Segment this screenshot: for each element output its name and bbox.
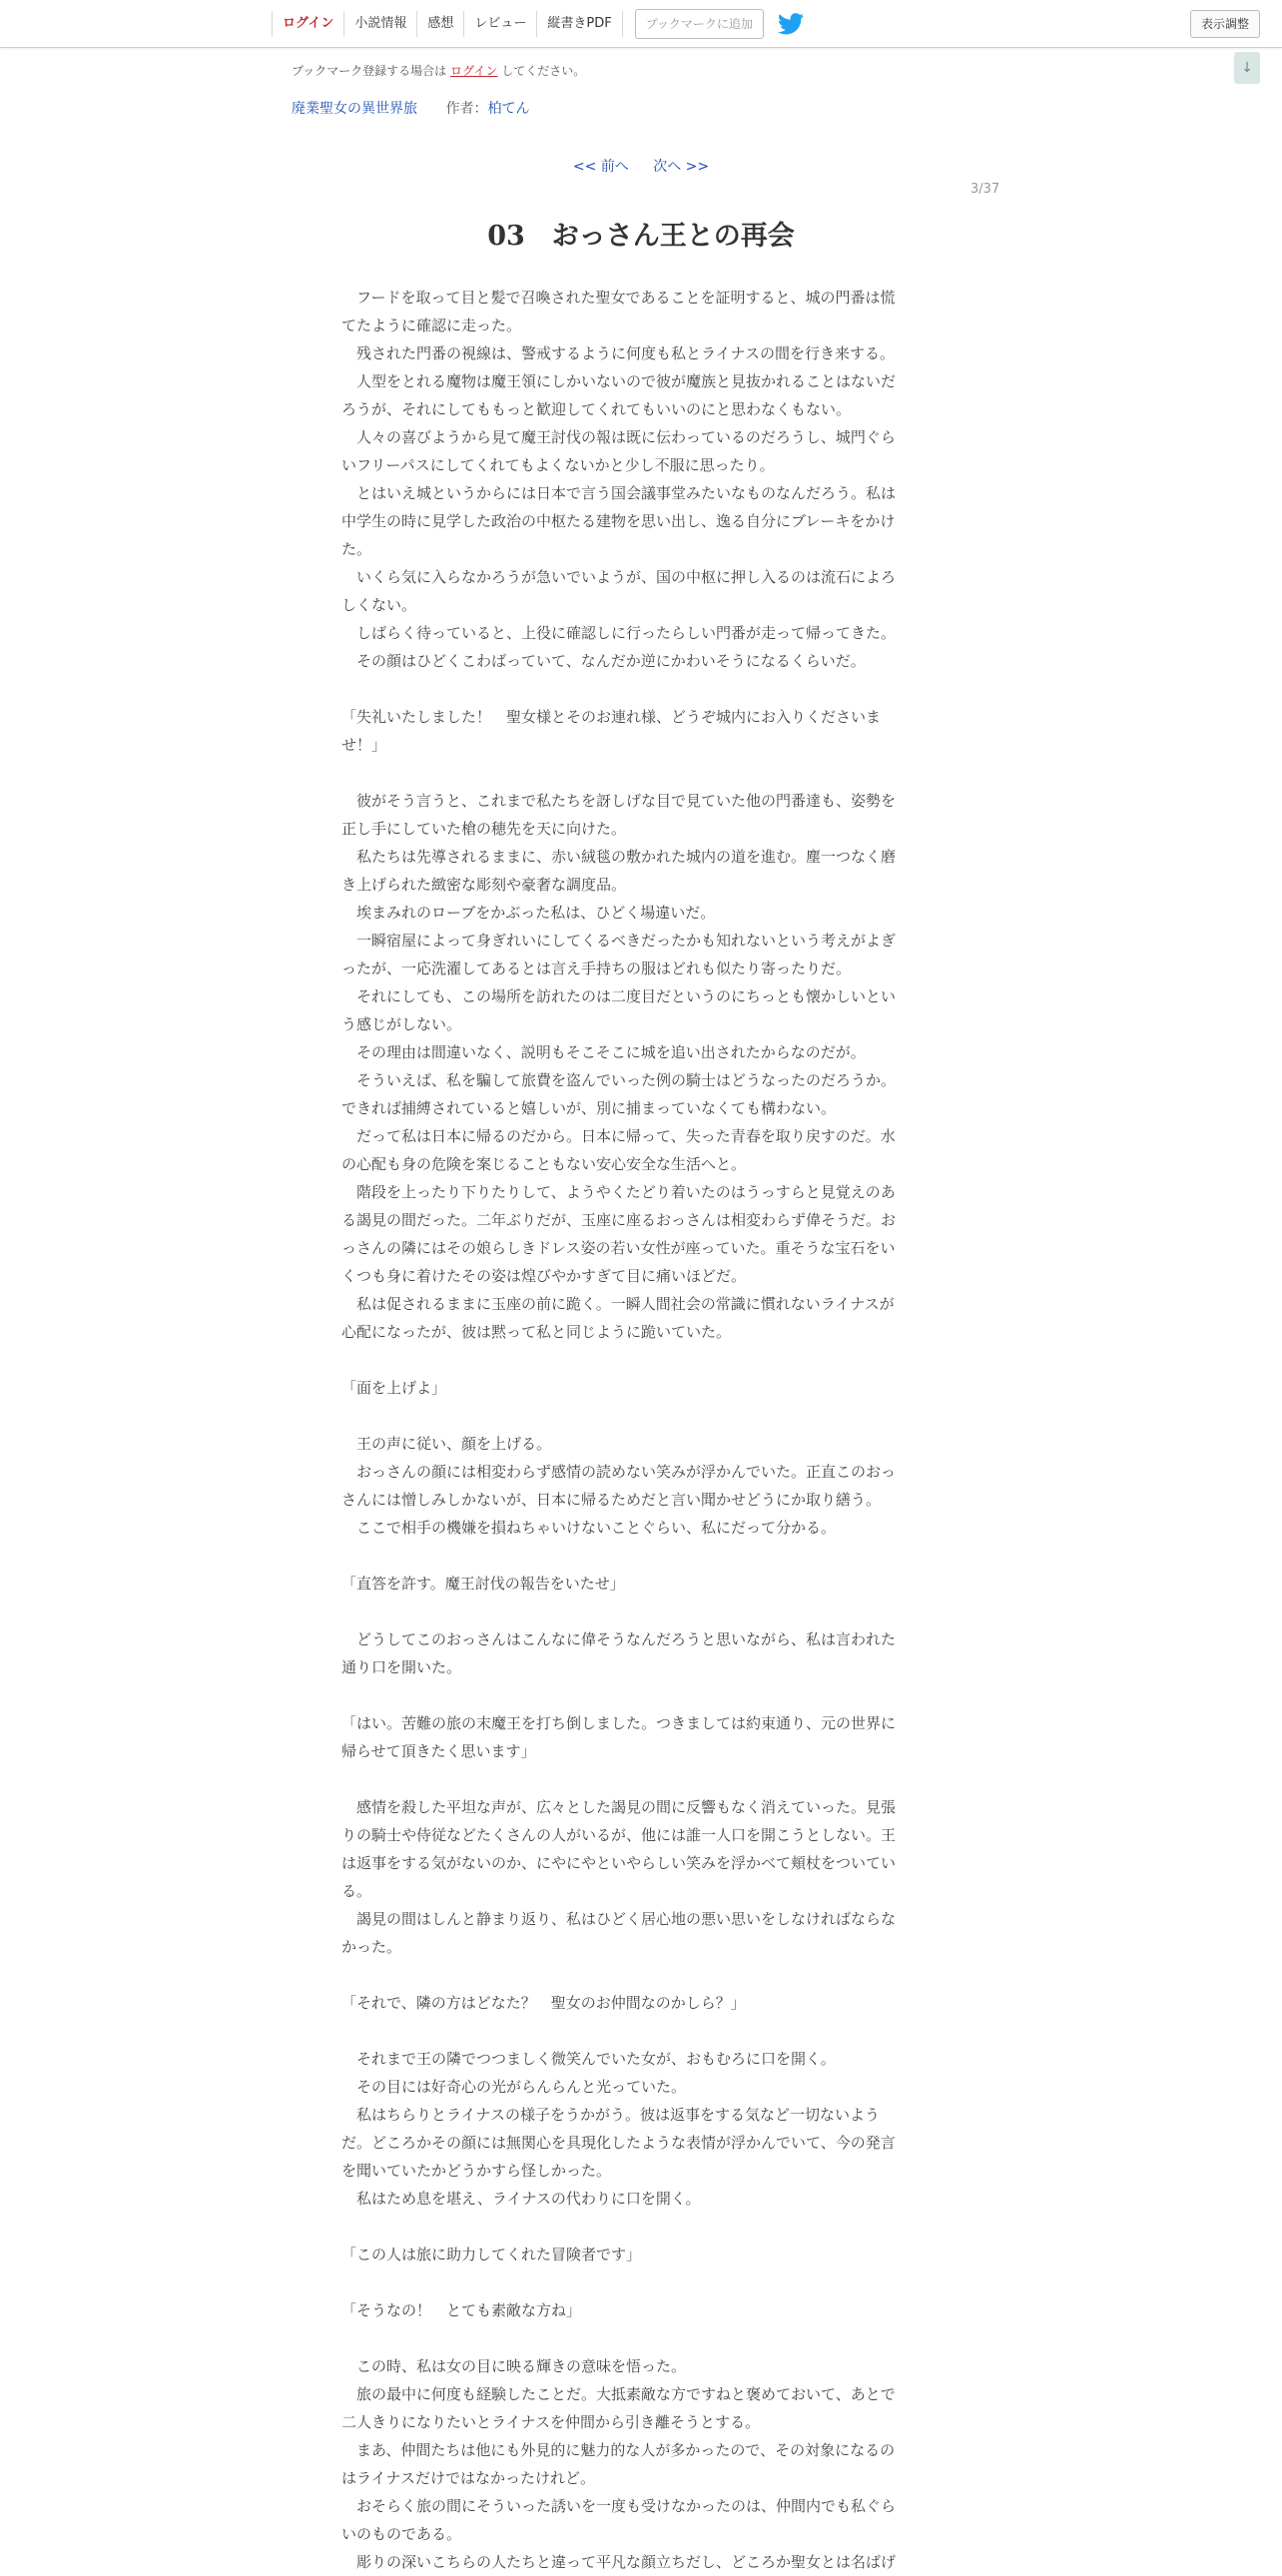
body-line [341,1765,941,1793]
body-line [341,759,941,787]
chapter-pager [0,156,1282,176]
body-line: いくら気に入らなかろうが急いでいようが、国の中枢に押し入るのは流石によろ [341,568,897,586]
novel-info-link[interactable]: 小説情報 [343,11,416,37]
body-line: ろうが、それにしてももっと歓迎してくれてもいいのにと思わなくもない。 [341,400,852,418]
body-line: できれば捕縛されていると嬉しいが、別に捕まっていなくても構わない。 [341,1099,837,1117]
body-line: 感情を殺した平坦な声が、広々とした謁見の間に反響もなく消えていった。見張 [341,1798,897,1816]
body-line: かった。 [341,1938,402,1956]
body-line: その顔はひどくこわばっていて、なんだか逆にかわいそうになるくらいだ。 [341,652,866,670]
body-line: 残された門番の視線は、警戒するように何度も私とライナスの間を行き来する。 [341,344,895,362]
body-line: 「はい。苦難の旅の末魔王を打ち倒しました。つきましては約束通り、元の世界に [341,1714,897,1732]
body-line: それまで王の隣でつつましく微笑んでいた女が、おもむろに口を開く。 [341,2050,836,2068]
body-line: ここで相手の機嫌を損ねちゃいけないことぐらい、私にだって分かる。 [341,1519,837,1537]
vertical-pdf-link[interactable]: 縦書きPDF [536,11,622,37]
add-bookmark-button[interactable]: ブックマークに追加 [635,9,764,39]
body-line [341,675,941,703]
body-line: それにしても、この場所を訪れたのは二度目だというのにちっとも懐かしいとい [341,987,897,1005]
prev-chapter-link[interactable]: << 前へ [572,159,629,175]
body-line: 彫りの深いこちらの人たちと違って平凡な顔立ちだし、どころか聖女とは名ばげ [341,2553,897,2571]
login-link[interactable]: ログイン [272,11,343,37]
twitter-bird-icon[interactable] [778,13,804,35]
top-navigation-bar [0,0,1282,48]
body-line [341,1402,941,1430]
body-line: いフリーパスにしてくれてもよくないかと少し不服に思ったり。 [341,456,775,474]
body-line: 心配になったが、彼は黙って私と同じように跪いていた。 [341,1323,732,1341]
bookmark-note-login-link[interactable]: ログイン [450,64,498,78]
chapter-title: 03 おっさん王との再会 [487,221,795,252]
body-line: 私は促されるままに玉座の前に跪く。一瞬人間社会の常識に慣れないライナスが [341,1295,895,1313]
body-line: は返事をする気がないのか、にやにやといやらしい笑みを浮かべて頬杖をついてい [341,1854,897,1872]
body-line: 「この人は旅に助力してくれた冒険者です」 [341,2246,642,2263]
body-line [341,2017,941,2045]
body-line: さんには憎しみしかないが、日本に帰るためだと言い聞かせどうにか取り繕う。 [341,1491,882,1509]
body-line: その目には好奇心の光がらんらんと光っていた。 [341,2078,687,2096]
body-line: う感じがしない。 [341,1015,462,1033]
body-line: てたように確認に走った。 [341,317,522,334]
body-line: だって私は日本に帰るのだから。日本に帰って、失った青春を取り戻すのだ。水 [341,1127,896,1145]
body-line: そういえば、私を騙して旅費を盗んでいった例の騎士はどうなったのだろうか。 [341,1071,897,1089]
nav-menu [272,0,804,47]
body-line: とはいえ城というからには日本で言う国会議事堂みたいなものなんだろう。私は [341,484,897,502]
chapter-count: 3/37 [970,182,1000,197]
body-line [341,1961,941,1989]
display-settings-button[interactable]: 表示調整 [1190,10,1260,38]
body-line: 謁見の間はしんと静まり返り、私はひどく居心地の悪い思いをしなければならな [341,1910,897,1928]
body-line: の心配も身の危険を案じることもない安心安全な生活へと。 [341,1155,747,1173]
review-link[interactable]: レビュー [463,11,536,37]
body-line: 旅の最中に何度も経験したことだ。大抵素敵な方ですねと褒めておいて、あとで [341,2385,896,2403]
bookmark-note-suffix: してください。 [501,64,586,78]
body-line: しばらく待っていると、上役に確認しに行ったらしい門番が走って帰ってきた。 [341,624,897,642]
body-line: せ！」 [341,736,387,754]
body-line: りの騎士や侍従などたくさんの人がいるが、他には誰一人口を開こうとしない。王 [341,1826,897,1844]
next-chapter-link[interactable]: 次へ >> [653,159,710,175]
body-line [341,1598,941,1625]
body-line: 帰らせて頂きたく思います」 [341,1742,536,1760]
body-line: おそらく旅の間にそういった誘いを一度も受けなかったのは、仲間内でも私ぐら [341,2497,897,2515]
body-line: る謁見の間だった。二年ぶりだが、玉座に座るおっさんは相変わらず偉そうだ。お [341,1211,897,1229]
body-line: 私はちらりとライナスの様子をうかがう。彼は返事をする気など一切ないよう [341,2106,880,2124]
body-line: 人型をとれる魔物は魔王領にしかいないので彼が魔族と見抜かれることはないだ [341,372,897,390]
body-line: 一瞬宿屋によって身ぎれいにしてくるべきだったかも知れないという考えがよぎ [341,932,897,950]
body-line: 埃まみれのローブをかぶった私は、ひどく場違いだ。 [341,904,716,922]
body-line: 「直答を許す。魔王討伐の報告をいたせ」 [341,1575,625,1593]
body-line: き上げられた緻密な彫刻や豪奢な調度品。 [341,876,627,894]
body-line: 「それで、隣の方はどなた？ 聖女のお仲間なのかしら？」 [341,1994,746,2012]
body-line: 正し手にしていた槍の穂先を天に向けた。 [341,820,627,838]
body-line: しくない。 [341,596,417,614]
body-line: 「失礼いたしました！ 聖女様とそのお連れ様、どうぞ城内にお入りくださいま [341,708,882,726]
author-link[interactable]: 柏てん [487,101,530,117]
body-line: おっさんの顔には相変わらず感情の読めない笑みが浮かんでいた。正直このおっ [341,1463,897,1481]
body-line: 私はため息を堪え、ライナスの代わりに口を開く。 [341,2190,701,2208]
body-line: 階段を上ったり下りたりして、ようやくたどり着いたのはうっすらと見覚えのあ [341,1183,896,1201]
body-line [341,1542,941,1570]
body-line: る。 [341,1882,372,1900]
body-line: だ。どころかその顔には無関心を具現化したような表情が浮かんでいて、今の発言 [341,2134,896,2152]
body-line: 「そうなの！ とても素敵な方ね」 [341,2301,582,2319]
body-line: その理由は間違いなく、説明もそこそこに城を追い出されたからなのだが。 [341,1043,866,1061]
body-line: を聞いていたかどうかすら怪しかった。 [341,2162,612,2180]
body-line: 「面を上げよ」 [341,1379,447,1397]
body-line [341,1346,941,1374]
body-line: どうしてこのおっさんはこんなに偉そうなんだろうと思いながら、私は言われた [341,1630,897,1648]
body-line: た。 [341,540,372,558]
bookmark-login-note [292,62,585,79]
body-line: 人々の喜びようから見て魔王討伐の報は既に伝わっているのだろうし、城門ぐら [341,428,896,446]
body-line [341,2324,941,2352]
scroll-down-arrow-icon[interactable]: ↓ [1234,52,1260,84]
body-line: 王の声に従い、顔を上げる。 [341,1435,552,1453]
body-line [341,2213,941,2241]
body-line: くつも身に着けたその姿は煌びやかすぎて目に痛いほどだ。 [341,1267,747,1285]
body-line: まあ、仲間たちは他にも外見的に魅力的な人が多かったので、その対象になるの [341,2441,896,2459]
body-line: 中学生の時に見学した政治の中枢たる建物を思い出し、逸る自分にブレーキをかけ [341,512,896,530]
novel-info [292,98,529,118]
chapter-body [341,284,941,2576]
body-line: 通り口を開いた。 [341,1658,462,1676]
body-line: 彼がそう言うと、これまで私たちを訝しげな目で見ていた他の門番達も、姿勢を [341,792,897,810]
body-line: この時、私は女の目に映る輝きの意味を悟った。 [341,2357,687,2375]
body-line: っさんの隣にはその娘らしきドレス姿の若い女性が座っていた。重そうな宝石をい [341,1239,896,1257]
body-line: フードを取って目と髪で召喚された聖女であることを証明すると、城の門番は慌 [341,289,896,307]
novel-title-link[interactable]: 廃業聖女の異世界旅 [292,101,417,117]
body-line: 二人きりになりたいとライナスを仲間から引き離そうとする。 [341,2413,760,2431]
bookmark-note-prefix: ブックマーク登録する場合は [292,64,447,78]
impressions-link[interactable]: 感想 [416,11,463,37]
body-line: はライナスだけではなかったけれど。 [341,2469,595,2487]
body-line [341,1681,941,1709]
body-line: いのものである。 [341,2525,462,2543]
body-line: ったが、一応洗濯してあるとは言え手持ちの服はどれも似たり寄ったりだ。 [341,960,852,977]
body-line: 私たちは先導されるままに、赤い絨毯の敷かれた城内の道を進む。塵一つなく磨 [341,848,897,866]
body-line [341,2268,941,2296]
author-label: 作者： [445,101,488,117]
